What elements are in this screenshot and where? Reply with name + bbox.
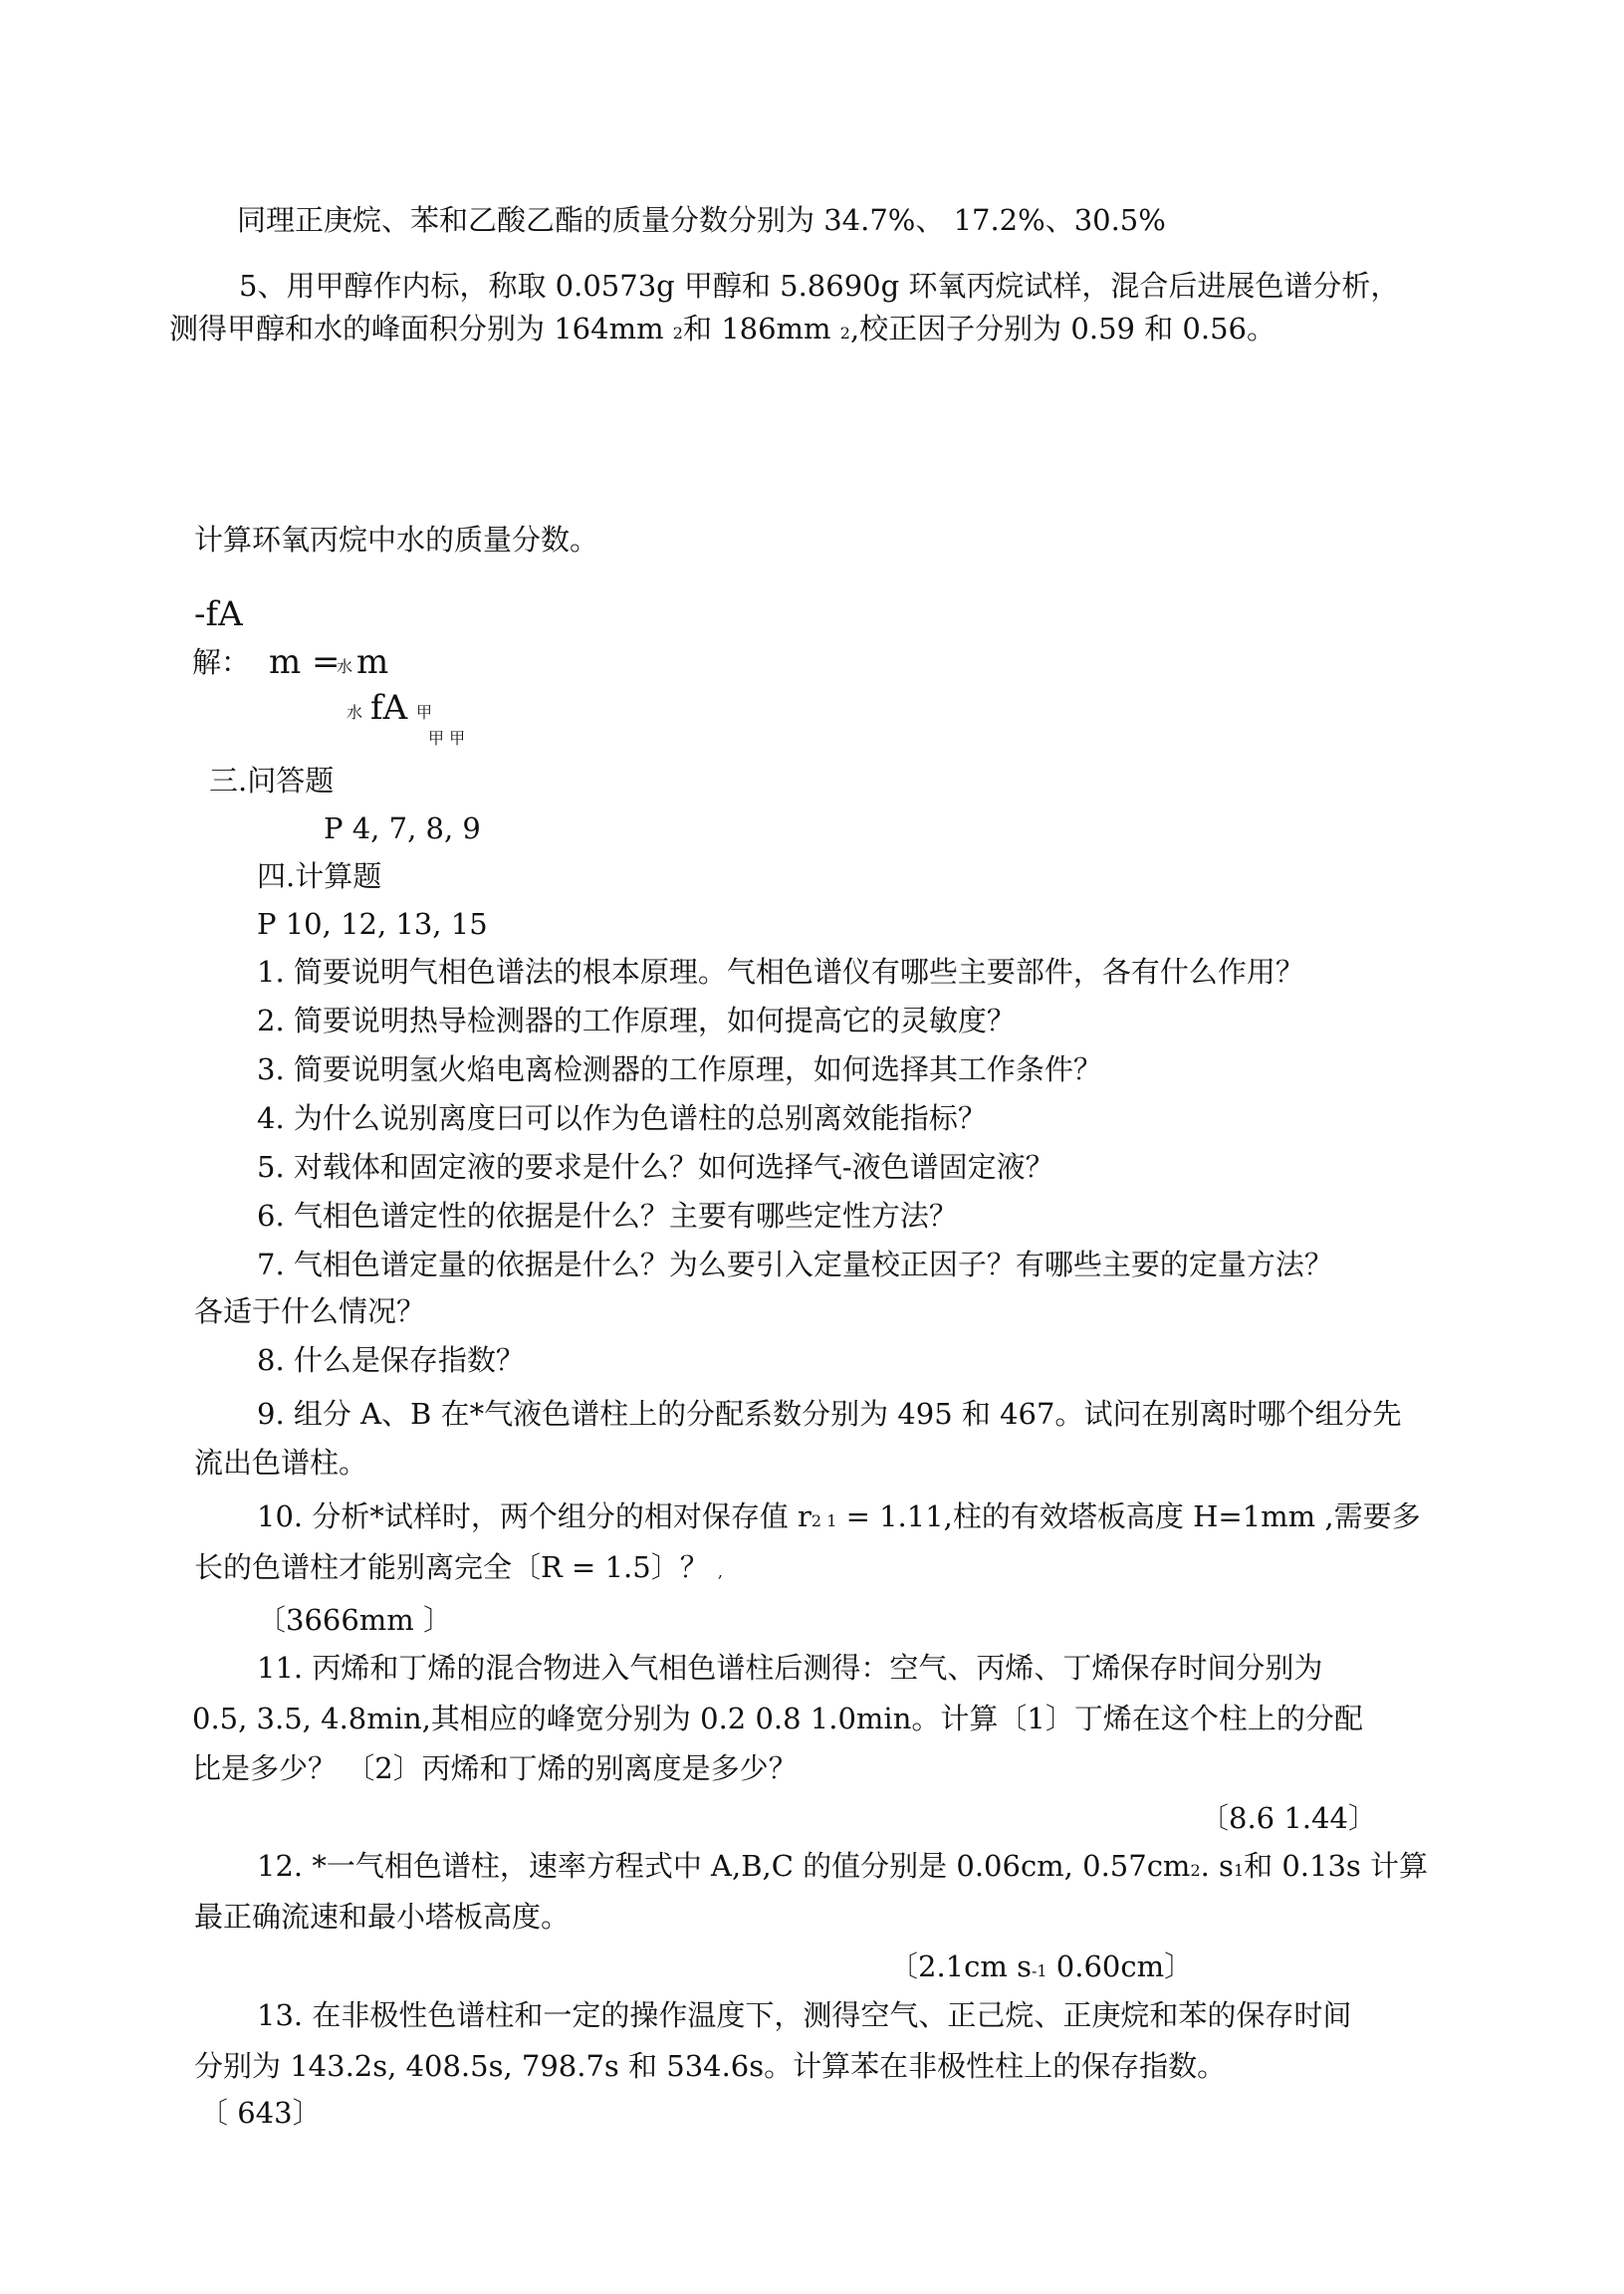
- q12-b: . s: [1200, 1849, 1234, 1883]
- q10-sub: 2 1: [811, 1511, 837, 1530]
- question-10-line-1: [257, 1499, 1421, 1533]
- formula-sub-jia-23: 甲 甲: [428, 729, 466, 748]
- question-13-answer: 〔 643〕: [199, 2096, 322, 2130]
- q10-b: = 1.11,柱的有效塔板高度 H=1mm ,需要多: [836, 1499, 1421, 1533]
- question-7: 7. 气相色谱定量的依据是什么？为么要引入定量校正因子？有哪些主要的定量方法？: [257, 1248, 1333, 1281]
- question-12-line-2: 最正确流速和最小塔板高度。: [194, 1900, 571, 1934]
- formula-m-eq: m =: [269, 642, 341, 682]
- question-4: 4. 为什么说别离度曰可以作为色谱柱的总别离效能指标？: [257, 1101, 987, 1135]
- q5-line-1: 5、用甲醇作内标，称取 0.0573g 甲醇和 5.8690g 环氧丙烷试样，混合后进展色谱分析，: [239, 269, 1400, 303]
- question-13-line-1: 13. 在非极性色谱柱和一定的操作温度下，测得空气、正己烷、正庚烷和苯的保存时间: [257, 1998, 1352, 2032]
- q12-sub-2: 1: [1233, 1861, 1245, 1880]
- question-3: 3. 简要说明氢火焰电离检测器的工作原理，如何选择其工作条件？: [257, 1052, 1102, 1086]
- q5-line-2c: ,校正因子分别为 0.59 和 0.56。: [849, 312, 1276, 345]
- question-10-line-2: [194, 1550, 724, 1584]
- q5-line-2: [169, 312, 1276, 345]
- formula-fA: fA: [370, 688, 408, 728]
- q12-answer-sub: -1: [1031, 1961, 1047, 1980]
- question-8: 8. 什么是保存指数？: [257, 1343, 525, 1377]
- q10-mark: ,: [717, 1562, 724, 1581]
- section-3-title: 三.问答题: [209, 764, 335, 798]
- q12-sub-1: 2: [1190, 1861, 1201, 1880]
- question-13-line-2: 分别为 143.2s, 408.5s, 798.7s 和 534.6s。计算苯在非极性柱上的保存指数。: [194, 2049, 1227, 2083]
- question-6: 6. 气相色谱定性的依据是什么？主要有哪些定性方法？: [257, 1199, 958, 1233]
- q5-line-2a: 测得甲醇和水的峰面积分别为 164mm: [169, 312, 673, 345]
- question-11-answer: 〔8.6 1.44〕: [1200, 1801, 1377, 1835]
- question-1: 1. 简要说明气相色谱法的根本原理。气相色谱仪有哪些主要部件，各有什么作用？: [257, 955, 1304, 989]
- q5-sub-2: 2: [839, 324, 850, 343]
- question-2: 2. 简要说明热导检测器的工作原理，如何提高它的灵敏度？: [257, 1004, 1016, 1037]
- q12-c: 和 0.13s 计算: [1244, 1849, 1429, 1883]
- question-9: 9. 组分 A、B 在*气液色谱柱上的分配系数分别为 495 和 467。试问在别离时哪个组分先: [257, 1397, 1402, 1431]
- formula-sub-shui: 水: [337, 657, 353, 676]
- q12-a: 12. *一气相色谱柱，速率方程式中 A,B,C 的值分别是 0.06cm, 0.57cm: [257, 1849, 1191, 1883]
- question-7-cont: 各适于什么情况？: [194, 1294, 426, 1328]
- question-5: 5. 对载体和固定液的要求是什么？如何选择气-液色谱固定液？: [257, 1150, 1054, 1184]
- section-3-refs: P 4, 7, 8, 9: [324, 811, 481, 845]
- question-11-line-1: 11. 丙烯和丁烯的混合物进入气相色谱柱后测得：空气、丙烯、丁烯保存时间分别为: [257, 1651, 1323, 1685]
- q5-line-2b: 和 186mm: [682, 312, 840, 345]
- q12-answer-a: 〔2.1cm s: [889, 1950, 1032, 1983]
- question-11-line-3: 比是多少？ 〔2〕丙烯和丁烯的别离度是多少？: [192, 1751, 798, 1785]
- formula-top: -fA: [194, 594, 243, 634]
- formula-m2: m: [356, 642, 389, 682]
- text-line-mass-fractions: 同理正庚烷、苯和乙酸乙酯的质量分数分别为 34.7%、 17.2%、30.5%: [237, 203, 1166, 237]
- formula-sub-jia-1: 甲: [416, 703, 433, 722]
- formula-jie: 解：: [192, 645, 251, 679]
- q10-line-2-text: 长的色谱柱才能别离完全〔R = 1.5〕？: [194, 1550, 709, 1584]
- question-10-answer: 〔3666mm 〕: [257, 1603, 453, 1637]
- q12-answer-b: 0.60cm〕: [1046, 1950, 1194, 1983]
- q10-a: 10. 分析*试样时，两个组分的相对保存值 r: [257, 1499, 812, 1533]
- section-4-title: 四.计算题: [257, 859, 382, 893]
- q5-line-3: 计算环氧丙烷中水的质量分数。: [194, 523, 599, 557]
- question-9-cont: 流出色谱柱。: [194, 1446, 368, 1480]
- q5-sub-1: 2: [672, 324, 683, 343]
- section-4-refs: P 10, 12, 13, 15: [257, 907, 488, 941]
- question-12-line-1: [257, 1849, 1429, 1883]
- question-11-line-2: 0.5, 3.5, 4.8min,其相应的峰宽分别为 0.2 0.8 1.0min。计算〔1〕丁烯在这个柱上的分配: [192, 1702, 1363, 1735]
- question-12-answer: [889, 1952, 1193, 1981]
- formula-sub-shui-2: 水: [347, 703, 363, 722]
